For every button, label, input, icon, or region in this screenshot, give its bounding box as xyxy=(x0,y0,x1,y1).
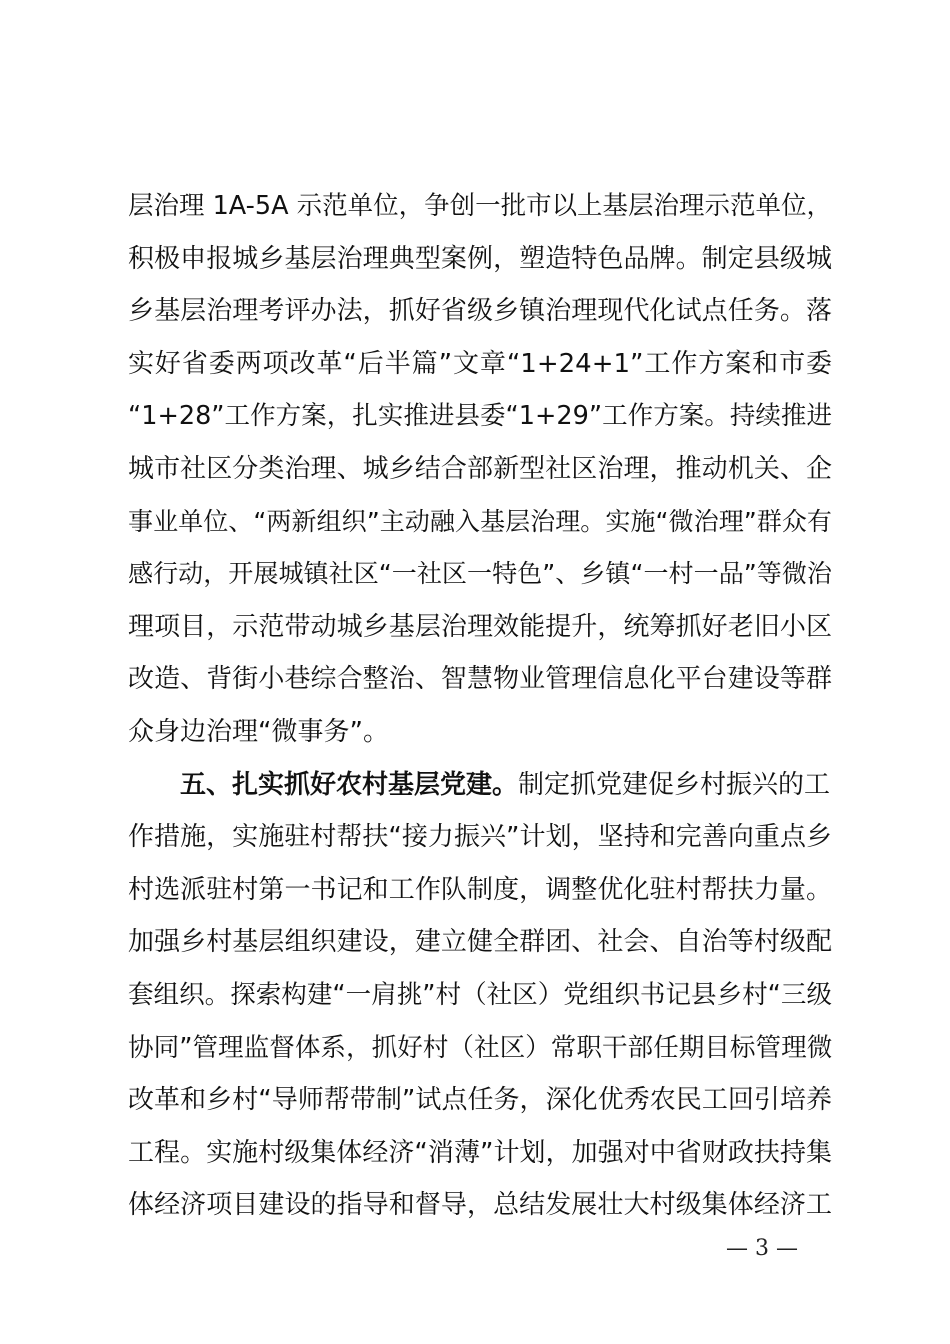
paragraph-line: 体经济项目建设的指导和督导，总结发展壮大村级集体经济工 xyxy=(128,1190,832,1221)
paragraph-line: 作措施，实施驻村帮扶“接力振兴”计划，坚持和完善向重点乡 xyxy=(128,822,832,853)
paragraph-line: 理项目，示范带动城乡基层治理效能提升，统筹抓好老旧小区 xyxy=(128,611,832,642)
paragraph-line: 事业单位、“两新组织”主动融入基层治理。实施“微治理”群众有 xyxy=(128,506,832,536)
paragraph-line: 众身边治理“微事务”。 xyxy=(128,716,389,747)
paragraph-line: 积极申报城乡基层治理典型案例，塑造特色品牌。制定县级城 xyxy=(128,243,832,274)
paragraph-line: “1+28”工作方案，扎实推进县委“1+29”工作方案。持续推进 xyxy=(128,401,832,432)
section-heading: 五、扎实抓好农村基层党建。 xyxy=(180,769,519,800)
paragraph-line: 套组织。探索构建“一肩挑”村（社区）党组织书记县乡村“三级 xyxy=(128,979,832,1010)
heading-line-rest: 制定抓党建促乡村振兴的工 xyxy=(518,769,831,800)
paragraph-line: 城市社区分类治理、城乡结合部新型社区治理，推动机关、企 xyxy=(128,453,832,484)
paragraph-line: 实好省委两项改革“后半篇”文章“1+24+1”工作方案和市委 xyxy=(128,348,832,379)
paragraph-line: 工程。实施村级集体经济“消薄”计划，加强对中省财政扶持集 xyxy=(128,1137,832,1168)
page-number: — 3 — xyxy=(726,1236,798,1261)
body-text xyxy=(128,180,832,1232)
paragraph-line: 层治理 1A-5A 示范单位，争创一批市以上基层治理示范单位， xyxy=(128,191,832,221)
paragraph-line: 改革和乡村“导师帮带制”试点任务，深化优秀农民工回引培养 xyxy=(128,1085,832,1116)
paragraph-line: 加强乡村基层组织建设，建立健全群团、社会、自治等村级配 xyxy=(128,927,832,958)
paragraph-line: 乡基层治理考评办法，抓好省级乡镇治理现代化试点任务。落 xyxy=(128,296,832,327)
paragraph-line: 感行动，开展城镇社区“一社区一特色”、乡镇“一村一品”等微治 xyxy=(128,559,832,589)
paragraph-line: 改造、背街小巷综合整治、智慧物业管理信息化平台建设等群 xyxy=(128,664,832,695)
section-heading-line xyxy=(128,759,832,812)
paragraph-line: 协同”管理监督体系，抓好村（社区）常职干部任期目标管理微 xyxy=(128,1032,833,1063)
paragraph-line: 村选派驻村第一书记和工作队制度，调整优化驻村帮扶力量。 xyxy=(128,874,832,905)
